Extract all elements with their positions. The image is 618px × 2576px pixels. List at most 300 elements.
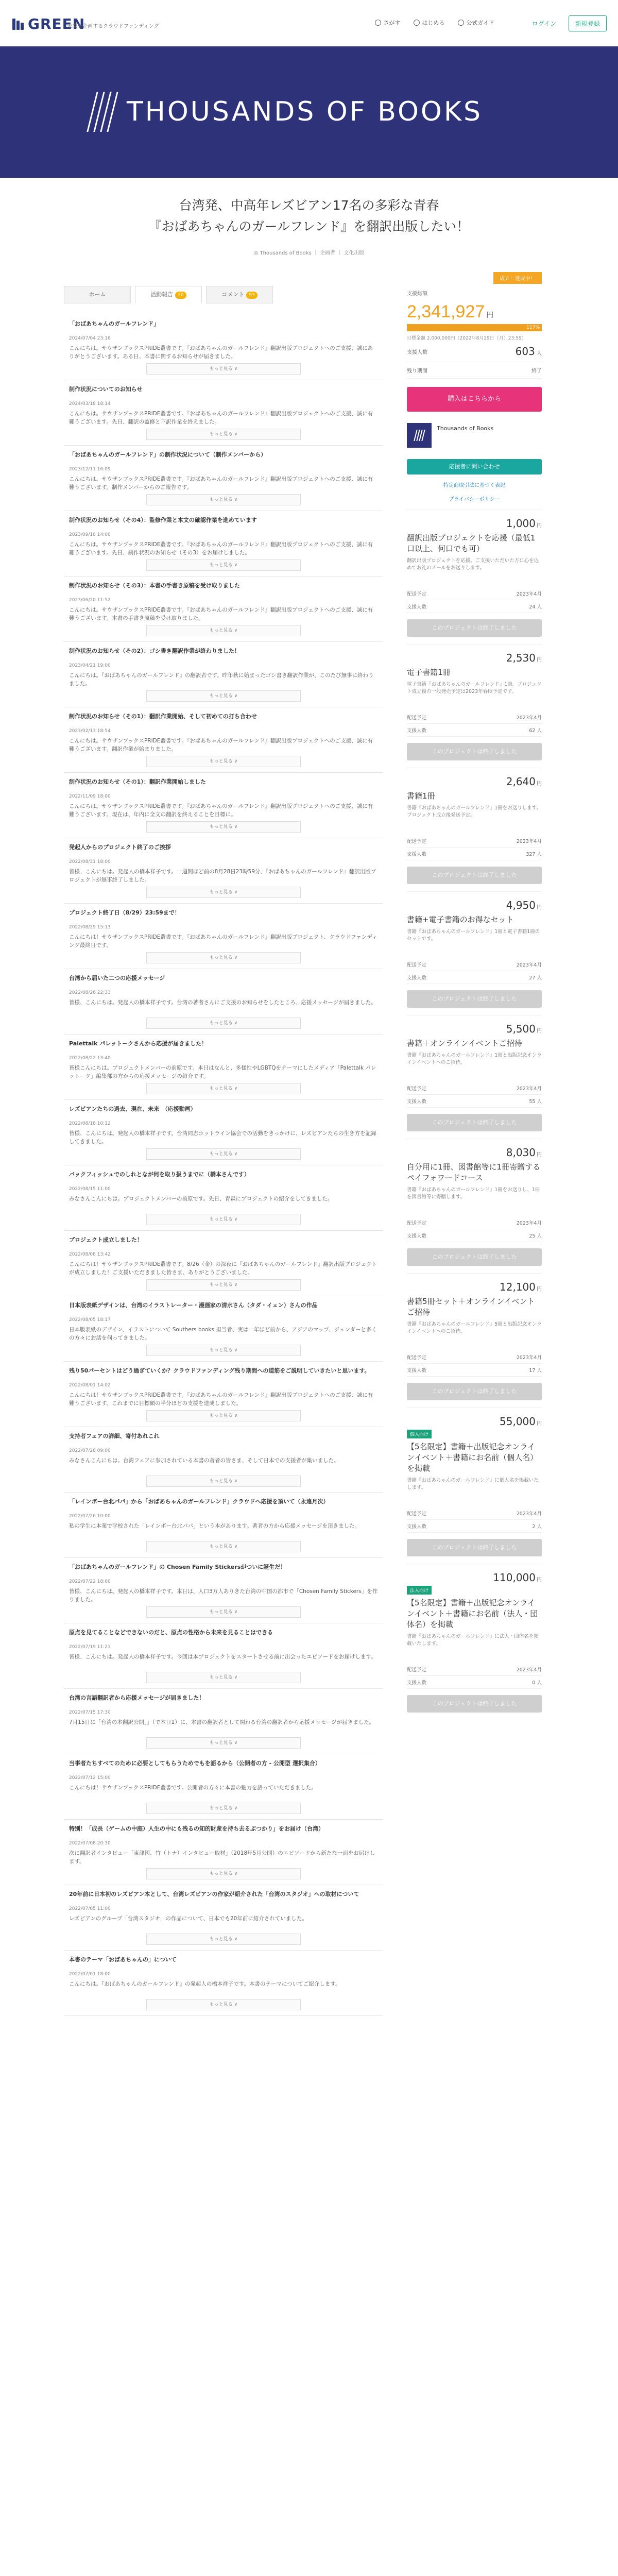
reward-ship-label: 配送予定 bbox=[407, 715, 427, 721]
reward-price-unit: 円 bbox=[537, 905, 542, 910]
report-body: こんにちは。サウザンブックスPRIDE叢書です。『おばあちゃんのガールフレンド』翻訳出版プロジェクトへのご支援、誠に有難うございます。先日、翻訳の監修と下訳作業を終えました。 bbox=[69, 410, 373, 426]
reward-closed-button[interactable]: このプロジェクトは終了しました bbox=[407, 1695, 542, 1713]
read-more-button[interactable]: もっと見る ∨ bbox=[146, 821, 301, 833]
report-title[interactable]: 20年前に日本初のレズビアン本として、台湾レズビアンの作家が紹介された「台湾のスタジオ」への取材について bbox=[69, 1891, 359, 1897]
report-title[interactable]: 制作状況のお知らせ（その4）：監修作業と本文の確認作業を進めています bbox=[69, 517, 257, 523]
login-link[interactable]: ログイン bbox=[531, 20, 556, 27]
reward-description: 書籍『おばあちゃんのガールフレンド』に個人名を掲載いたします。 bbox=[407, 1478, 539, 1491]
reward-tag: 個人向け bbox=[407, 1430, 432, 1438]
report-title[interactable]: 本書のテーマ「おばあちゃんの」について bbox=[69, 1956, 177, 1963]
goal-text: 目標金額 2,000,000円（2022年8月29日（月）23:59） bbox=[407, 336, 526, 341]
reward-description: 書籍『おばあちゃんのガールフレンド』1冊をお送りし、1冊を図書館等に寄贈します。 bbox=[407, 1187, 540, 1200]
reward-count-label: 支援人数 bbox=[407, 1680, 427, 1686]
report-title[interactable]: 台湾の言語翻訳者から応援メッセージが届きました！ bbox=[69, 1694, 205, 1701]
reward-closed-button[interactable]: このプロジェクトは終了しました bbox=[407, 743, 542, 760]
read-more-button[interactable]: もっと見る ∨ bbox=[146, 1279, 301, 1291]
reward-ship-label: 配送予定 bbox=[407, 1511, 427, 1517]
tab-comments[interactable] bbox=[206, 286, 273, 303]
reward-ship-label: 配送予定 bbox=[407, 1221, 427, 1226]
reward-count-row bbox=[407, 600, 542, 613]
read-more-button[interactable]: もっと見る ∨ bbox=[146, 1018, 301, 1029]
report-date: 2022/08/26 22:33 bbox=[69, 990, 111, 995]
report-title[interactable]: 「おばあちゃんのガールフレンド」の Chosen Family Stickersがついに誕生だ！ bbox=[69, 1564, 286, 1570]
reward-price bbox=[407, 1023, 542, 1035]
reward-count-row bbox=[407, 1229, 542, 1242]
report-item[interactable] bbox=[64, 446, 383, 511]
reward-card bbox=[407, 1564, 542, 1713]
read-more-button[interactable]: もっと見る ∨ bbox=[146, 756, 301, 767]
reward-ship-value: 2023年4月 bbox=[516, 1511, 542, 1517]
lightbulb-icon bbox=[414, 20, 420, 26]
read-more-button[interactable]: もっと見る ∨ bbox=[146, 625, 301, 636]
reward-ship-value: 2023年4月 bbox=[516, 962, 542, 968]
reward-count-row bbox=[407, 1520, 542, 1533]
logo-icon bbox=[11, 18, 25, 31]
report-title[interactable]: 支持者フェアの詳細、寄付あれこれ bbox=[69, 1433, 160, 1439]
logo-text: GREEN bbox=[28, 15, 85, 32]
report-item[interactable] bbox=[64, 969, 383, 1035]
reward-count-unit: 人 bbox=[537, 1099, 542, 1105]
reward-price-unit: 円 bbox=[537, 1028, 542, 1034]
reward-price-value: 2,530 bbox=[506, 652, 536, 664]
read-more-button[interactable]: もっと見る ∨ bbox=[146, 560, 301, 571]
reward-title: 書籍5冊セット＋オンラインイベントご招待 bbox=[407, 1297, 535, 1317]
read-more-button[interactable]: もっと見る ∨ bbox=[146, 690, 301, 702]
report-date: 2022/08/31 18:00 bbox=[69, 859, 111, 865]
reward-description: 書籍『おばあちゃんのガールフレンド』1冊と出版記念オンラインイベントへのご招待。 bbox=[407, 1053, 542, 1066]
remaining-value: 終了 bbox=[531, 368, 542, 374]
report-item[interactable] bbox=[64, 577, 383, 642]
report-title[interactable]: 「レインボー台北パパ」から「おばあちゃんのガールフレンド」クラウドへ応援を頂いて（永遠月次） bbox=[69, 1498, 329, 1505]
privacy-link[interactable]: プライバシーポリシー bbox=[449, 497, 500, 502]
read-more-button[interactable]: もっと見る ∨ bbox=[146, 1476, 301, 1487]
project-title bbox=[0, 195, 618, 238]
reward-price bbox=[407, 1281, 542, 1293]
reward-ship-label: 配送予定 bbox=[407, 1086, 427, 1092]
search-icon bbox=[375, 20, 381, 26]
read-more-button[interactable]: もっと見る ∨ bbox=[146, 1541, 301, 1552]
supporters-row bbox=[407, 341, 542, 362]
report-title[interactable]: 原点を見てることなどできないのだと、原点の性格から未来を見ることはできる bbox=[69, 1629, 273, 1636]
reward-count-label: 支援人数 bbox=[407, 1233, 427, 1239]
reward-ship-value: 2023年4月 bbox=[516, 591, 542, 597]
report-date: 2024/03/18 18:14 bbox=[69, 401, 111, 406]
reward-closed-button[interactable]: このプロジェクトは終了しました bbox=[407, 1248, 542, 1266]
report-title[interactable]: プロジェクト終了日（8/29）23:59まで！ bbox=[69, 909, 180, 916]
report-item[interactable] bbox=[64, 1427, 383, 1493]
report-item[interactable] bbox=[64, 315, 383, 380]
read-more-button[interactable]: もっと見る ∨ bbox=[146, 1148, 301, 1160]
supporters-label: 支援人数 bbox=[407, 349, 427, 355]
report-date: 2022/07/19 11:21 bbox=[69, 1644, 111, 1650]
reward-count-row bbox=[407, 1364, 542, 1377]
reward-card bbox=[407, 510, 542, 637]
reward-title: 自分用に1冊、図書館等に1冊寄贈するペイフォワードコース bbox=[407, 1162, 541, 1182]
reward-count-label: 支援人数 bbox=[407, 1524, 427, 1530]
reward-title: 【5名限定】書籍＋出版記念オンラインイベント＋書籍にお名前（個人名）を掲載 bbox=[407, 1442, 538, 1473]
report-body: 皆様、こんにちは。発起人の橋本祥子です。今回は本プロジェクトをスタートさせる前に出会ったエピソードをお届けします。 bbox=[69, 1653, 376, 1660]
report-body: 日本版表紙のデザイン、イラストについて Southers books 担当者、実は一年ほど前から、アジアのマップ、ジェンダーと多くの方々にお話を伺ってきました。 bbox=[69, 1326, 377, 1342]
reward-title: 電子書籍1冊 bbox=[407, 668, 451, 677]
read-more-button[interactable]: もっと見る ∨ bbox=[146, 494, 301, 505]
author-avatar bbox=[407, 423, 432, 448]
nav-search-label: さがす bbox=[383, 20, 401, 26]
report-body: こんにちは。サウザンブックスPRIDE叢書です。『おばあちゃんのガールフレンド』翻訳出版プロジェクトへのご支援、誠に有難うございます。現在は、年内に全文の翻訳を終えることを目標に。 bbox=[69, 803, 373, 818]
report-body: こんにちは。サウザンブックスPRIDE叢書です。『おばあちゃんのガールフレンド』翻訳出版プロジェクトへのご支援、誠に有難うございます。先日、制作状況のお知らせ（その3）をお届けしました。 bbox=[69, 541, 373, 556]
report-title[interactable]: レズビアンたちの過去、現在、未来 （応援動画） bbox=[69, 1106, 196, 1112]
reward-card bbox=[407, 1015, 542, 1131]
reward-count-unit: 人 bbox=[537, 1524, 542, 1530]
report-date: 2022/08/15 11:00 bbox=[69, 1186, 111, 1192]
report-date: 2023/12/11 16:09 bbox=[69, 466, 111, 472]
reward-price-unit: 円 bbox=[537, 1577, 542, 1583]
reward-ship-row bbox=[407, 711, 542, 724]
report-title[interactable]: 特別！「成長（ゲームの中庭）人生の中にも残るの知的財産を持ち去るぶつかり」をお届け（台湾） bbox=[69, 1825, 324, 1832]
report-title[interactable]: 制作状況のお知らせ（その1）：翻訳作業開始しました bbox=[69, 778, 206, 785]
report-date: 2022/08/05 18:17 bbox=[69, 1317, 111, 1323]
report-date: 2022/08/08 13:42 bbox=[69, 1251, 111, 1257]
report-body: 皆様こんにちは。プロジェクトメンバーの前原です。本日はなんと、多様性やLGBTQをテーマにしたメディア「Palettalk パレットーク」編集部の方からの応援メッセージの紹介です。 bbox=[69, 1064, 376, 1080]
reward-price bbox=[407, 1146, 542, 1159]
reward-price-value: 8,030 bbox=[506, 1146, 536, 1159]
reward-price-unit: 円 bbox=[537, 523, 542, 529]
total-amount-unit: 円 bbox=[486, 311, 494, 319]
reward-ship-row bbox=[407, 1351, 542, 1364]
report-body: みなさんこんにちは。プロジェクトメンバーの前原です。先日、青森にプロジェクトの紹介をしてきました。 bbox=[69, 1195, 333, 1202]
report-body: こんにちは。サウザンブックスPRIDE叢書です。『おばあちゃんのガールフレンド』翻訳出版プロジェクトへのご支援、誠に有難うございます。翻訳作業が始まりました。 bbox=[69, 737, 373, 753]
report-item[interactable] bbox=[64, 773, 383, 838]
reward-count-value: 2 bbox=[532, 1524, 536, 1530]
reward-count-value: 24 bbox=[529, 604, 536, 610]
register-button[interactable]: 新規登録 bbox=[569, 15, 607, 31]
reward-closed-button[interactable]: このプロジェクトは終了しました bbox=[407, 990, 542, 1008]
report-item[interactable] bbox=[64, 1885, 383, 1951]
report-item[interactable] bbox=[64, 380, 383, 446]
report-date: 2022/08/01 14:02 bbox=[69, 1382, 111, 1388]
main-nav bbox=[375, 19, 494, 27]
main-column bbox=[64, 286, 383, 2016]
report-title[interactable]: 制作状況のお知らせ（その2）：ゴシ書き翻訳作業が終わりました！ bbox=[69, 648, 240, 654]
reward-ship-value: 2023年4月 bbox=[516, 839, 542, 844]
report-date: 2023/04/21 19:00 bbox=[69, 663, 111, 668]
report-body: こんにちは。『おばあちゃんのガールフレンド』の発起人の橋本祥子です。本書のテーマについてご紹介します。 bbox=[69, 1980, 341, 1987]
report-date: 2024/07/04 23:16 bbox=[69, 335, 111, 341]
tab-reports[interactable] bbox=[135, 286, 202, 303]
reward-ship-row bbox=[407, 958, 542, 971]
reward-count-row bbox=[407, 971, 542, 984]
reward-count-label: 支援人数 bbox=[407, 604, 427, 610]
project-tabs bbox=[64, 286, 383, 303]
tab-reports-badge: 20 bbox=[175, 292, 186, 299]
reward-closed-button[interactable]: このプロジェクトは終了しました bbox=[407, 619, 542, 637]
reward-ship-value: 2023年4月 bbox=[516, 1667, 542, 1673]
author-name: Thousands of Books bbox=[437, 425, 494, 432]
read-more-button[interactable]: もっと見る ∨ bbox=[146, 1606, 301, 1618]
reward-ship-row bbox=[407, 1507, 542, 1520]
reward-price-unit: 円 bbox=[537, 1152, 542, 1158]
reward-description: 書籍『おばあちゃんのガールフレンド』1冊をお送りします。プロジェクト成立後発送予定。 bbox=[407, 805, 541, 819]
report-title[interactable]: 制作状況についてのお知らせ bbox=[69, 386, 143, 393]
project-owner[interactable]: ◎ Thousands of Books ｜ 企画者 ｜ 文化出版 bbox=[253, 250, 365, 256]
reward-price-value: 5,500 bbox=[506, 1023, 536, 1035]
reward-price-value: 1,000 bbox=[506, 517, 536, 530]
report-body: こんにちは。『おばあちゃんのガールフレンド』の翻訳者です。昨年秋に始まったゴシ書き翻訳作業が、このたび無事に終わりました。 bbox=[69, 672, 374, 687]
report-item[interactable] bbox=[64, 1493, 383, 1558]
read-more-button[interactable]: もっと見る ∨ bbox=[146, 1737, 301, 1749]
reward-count-unit: 人 bbox=[537, 1368, 542, 1374]
reward-title: 書籍1冊 bbox=[407, 791, 435, 801]
report-item[interactable] bbox=[64, 1754, 383, 1820]
reward-count-value: 17 bbox=[529, 1368, 536, 1374]
report-title[interactable]: 「おばあちゃんのガールフレンド」 bbox=[69, 320, 160, 327]
report-item[interactable] bbox=[64, 707, 383, 773]
report-body: こんにちは！サウザンブックスPRIDE叢書です。『おばあちゃんのガールフレンド』翻訳出版プロジェクトへのご支援、誠に有難うございます。これまでに目標額の半分ほどの支援を達成しました。 bbox=[69, 1392, 373, 1407]
reward-card bbox=[407, 1273, 542, 1400]
remaining-row bbox=[407, 362, 542, 379]
report-title[interactable]: Palettalk パレットークさんから応援が届きました！ bbox=[69, 1040, 208, 1047]
reward-price-unit: 円 bbox=[537, 1421, 542, 1427]
reward-count-value: 55 bbox=[529, 1099, 536, 1105]
reward-price-value: 4,950 bbox=[506, 899, 536, 911]
funding-progress-bar bbox=[407, 324, 542, 331]
reward-price-value: 55,000 bbox=[500, 1415, 536, 1428]
report-body: 私の学生に本業で学校された「レインボー台北パパ」という本があります。著者の方から応援メッセージを頂きました。 bbox=[69, 1522, 360, 1529]
tab-reports-label: 活動報告 bbox=[150, 291, 174, 298]
reward-count-unit: 人 bbox=[537, 1233, 542, 1239]
report-body: 皆様、こんにちは。発起人の橋本祥子です。一週間ほど前の8月28日23時59分、『おばあちゃんのガールフレンド』翻訳出版プロジェクトが無事終了しました。 bbox=[69, 868, 376, 884]
reward-count-unit: 人 bbox=[537, 1680, 542, 1686]
reward-count-value: 25 bbox=[529, 1233, 536, 1239]
reward-ship-value: 2023年4月 bbox=[516, 1355, 542, 1361]
reward-ship-label: 配送予定 bbox=[407, 591, 427, 597]
report-item[interactable] bbox=[64, 1362, 383, 1427]
reward-card bbox=[407, 891, 542, 1008]
report-date: 2022/07/08 20:30 bbox=[69, 1840, 111, 1846]
report-item[interactable] bbox=[64, 1623, 383, 1689]
reward-count-unit: 人 bbox=[537, 728, 542, 734]
report-item[interactable] bbox=[64, 642, 383, 707]
reward-count-unit: 人 bbox=[537, 975, 542, 981]
report-title[interactable]: バックフィッシュでのしれとなが何を取り扱うまでに（橋本さんです） bbox=[69, 1171, 250, 1178]
read-more-button[interactable]: もっと見る ∨ bbox=[146, 952, 301, 963]
reward-price-value: 12,100 bbox=[500, 1281, 536, 1293]
read-more-button[interactable]: もっと見る ∨ bbox=[146, 1410, 301, 1421]
tab-home-label: ホーム bbox=[89, 291, 106, 298]
read-more-button[interactable]: もっと見る ∨ bbox=[146, 887, 301, 898]
contact-button[interactable]: 応援者に問い合わせ bbox=[407, 459, 542, 474]
reward-ship-row bbox=[407, 835, 542, 848]
report-date: 2022/07/22 18:00 bbox=[69, 1579, 111, 1584]
sidebar bbox=[407, 272, 542, 1713]
reward-price bbox=[407, 899, 542, 911]
nav-guide[interactable] bbox=[458, 19, 494, 27]
report-item[interactable] bbox=[64, 1165, 383, 1231]
report-date: 2022/07/28 09:00 bbox=[69, 1448, 111, 1453]
reward-description: 書籍『おばあちゃんのガールフレンド』1冊と電子書籍1冊のセットです。 bbox=[407, 929, 540, 942]
nav-search[interactable] bbox=[375, 19, 400, 27]
report-date: 2022/08/22 13:40 bbox=[69, 1055, 111, 1061]
report-item[interactable] bbox=[64, 1951, 383, 2016]
report-date: 2022/07/01 18:00 bbox=[69, 1971, 111, 1977]
report-body: こんにちは！サウザンブックスPRIDE叢書です。8/26（金）の深夜に『おばあちゃんのガールフレンド』翻訳出版プロジェクトが成立しました！ご支援いただきました皆さま、ありがとうございました。 bbox=[69, 1261, 377, 1276]
report-title[interactable]: 当事者たちすべてのために必要としてもらうためでもを語るから（公開者の方 - 公開型 選択集合） bbox=[69, 1760, 321, 1767]
reward-ship-row bbox=[407, 1216, 542, 1229]
reward-count-unit: 人 bbox=[537, 604, 542, 610]
report-title[interactable]: プロジェクト成立しました！ bbox=[69, 1236, 143, 1243]
read-more-button[interactable]: もっと見る ∨ bbox=[146, 1672, 301, 1683]
reward-title: 書籍+電子書籍のお得なセット bbox=[407, 915, 514, 924]
report-item[interactable] bbox=[64, 1296, 383, 1362]
reward-title: 【5名限定】書籍＋出版記念オンラインイベント＋書籍にお名前（法人・団体名）を掲載 bbox=[407, 1598, 538, 1629]
reward-count-row bbox=[407, 1676, 542, 1689]
reward-price-unit: 円 bbox=[537, 781, 542, 787]
read-more-button[interactable]: もっと見る ∨ bbox=[146, 1214, 301, 1225]
reward-ship-value: 2023年4月 bbox=[516, 1086, 542, 1092]
report-title[interactable]: 日本版表紙デザインは、台湾のイラストレーター・漫画家の清水さん（タダ・イェン）さんの作品 bbox=[69, 1302, 318, 1309]
reward-count-value: 27 bbox=[529, 975, 536, 981]
read-more-button[interactable]: もっと見る ∨ bbox=[146, 1803, 301, 1814]
read-more-button[interactable]: もっと見る ∨ bbox=[146, 1868, 301, 1879]
reward-count-label: 支援人数 bbox=[407, 728, 427, 734]
report-item[interactable] bbox=[64, 1558, 383, 1623]
reward-count-row bbox=[407, 1095, 542, 1108]
report-date: 2022/07/05 11:00 bbox=[69, 1906, 111, 1911]
read-more-button[interactable]: もっと見る ∨ bbox=[146, 1934, 301, 1945]
reward-count-label: 支援人数 bbox=[407, 975, 427, 981]
report-date: 2023/06/20 11:52 bbox=[69, 597, 111, 603]
reward-description: 書籍『おばあちゃんのガールフレンド』に法人・団体名を掲載いたします。 bbox=[407, 1634, 539, 1647]
total-amount bbox=[407, 302, 542, 322]
reward-tag: 法人向け bbox=[407, 1586, 432, 1595]
report-body: 7月15日に「台湾の本翻訳公開」」（で本日1）に、本書の翻訳者として関わる台湾の翻訳者から応援メッセージが届きました。 bbox=[69, 1719, 375, 1725]
reward-count-label: 支援人数 bbox=[407, 1099, 427, 1105]
status-badge bbox=[407, 272, 542, 284]
report-body: みなさんこんにちは。台湾フェアに参加されている本書の著者の皆さま、そして日本での支援者が集いました。 bbox=[69, 1457, 339, 1464]
tab-comments-label: コメント bbox=[221, 291, 245, 298]
report-body: こんにちは。サウザンブックスPRIDE叢書です。『おばあちゃんのガールフレンド』翻訳出版プロジェクトへのご支援、誠にありがとうございます。ある日、本書に関するお知らせが届きました。 bbox=[69, 345, 373, 360]
reward-count-row bbox=[407, 848, 542, 860]
tab-comments-badge: 93 bbox=[246, 292, 257, 299]
report-body: こんにちは。サウザンブックスPRIDE叢書です。『おばあちゃんのガールフレンド』翻訳出版プロジェクトへのご支援、誠に有難うございます。制作メンバーからのご報告です。 bbox=[69, 476, 373, 491]
reward-price bbox=[407, 652, 542, 664]
reward-price bbox=[407, 1415, 542, 1428]
report-item[interactable] bbox=[64, 1100, 383, 1165]
reward-price-value: 2,640 bbox=[506, 775, 536, 788]
book-icon bbox=[458, 20, 464, 26]
report-item[interactable] bbox=[64, 1231, 383, 1296]
project-title-line1: 台湾発、中高年レズビアン17名の多彩な青春 bbox=[179, 198, 439, 213]
reward-title: 書籍＋オンラインイベントご招待 bbox=[407, 1039, 522, 1048]
report-date: 2022/08/18 10:12 bbox=[69, 1121, 111, 1126]
reward-ship-label: 配送予定 bbox=[407, 1355, 427, 1361]
reward-ship-value: 2023年4月 bbox=[516, 1221, 542, 1226]
report-date: 2022/07/26 10:00 bbox=[69, 1513, 111, 1519]
report-title[interactable]: 発起人からのプロジェクト終了のご挨拶 bbox=[69, 844, 171, 851]
report-item[interactable] bbox=[64, 511, 383, 577]
report-title[interactable]: 制作状況のお知らせ（その3）：本書の手書き原稿を受け取りました bbox=[69, 582, 240, 589]
reward-closed-button[interactable]: このプロジェクトは終了しました bbox=[407, 1114, 542, 1131]
report-body: こんにちは。サウザンブックスPRIDE叢書です。『おばあちゃんのガールフレンド』翻訳出版プロジェクトへのご支援、誠に有難うございます。本書の手書き原稿を受け取りました。 bbox=[69, 606, 373, 622]
tab-home[interactable] bbox=[64, 286, 131, 303]
report-item[interactable] bbox=[64, 1820, 383, 1885]
read-more-button[interactable]: もっと見る ∨ bbox=[146, 1083, 301, 1094]
report-date: 2022/07/15 17:30 bbox=[69, 1709, 111, 1715]
reward-title: 翻訳出版プロジェクトを応援（最低1口以上、何口でも可） bbox=[407, 533, 536, 553]
reward-price-unit: 円 bbox=[537, 1286, 542, 1292]
report-body: 次に翻訳者インタビュー「東津図、竹（トナ）インタビュー取材」（2018年5月公開）のエピソードから新たな一面をお届けします。 bbox=[69, 1850, 375, 1865]
brand-bars-icon bbox=[92, 92, 113, 132]
back-project-button[interactable]: 購入はこちらから bbox=[407, 387, 542, 412]
read-more-button[interactable]: もっと見る ∨ bbox=[146, 363, 301, 375]
reward-count-unit: 人 bbox=[537, 852, 542, 857]
report-body: 皆様、こんにちは。発起人の橋本祥子です。台湾同志ホットライン協会での活動をきっかけに、レズビアンたちの生き方を記録してきました。 bbox=[69, 1130, 376, 1145]
report-item[interactable] bbox=[64, 1689, 383, 1754]
site-tagline: 未来を企画するクラウドファンディング bbox=[67, 24, 159, 29]
report-item[interactable] bbox=[64, 1035, 383, 1100]
remaining-label: 残り期間 bbox=[407, 368, 427, 374]
read-more-button[interactable]: もっと見る ∨ bbox=[146, 429, 301, 440]
total-label: 支援総額 bbox=[407, 291, 427, 297]
status-badge-label: 成立！達成中！ bbox=[493, 272, 542, 284]
reward-count-value: 62 bbox=[529, 728, 536, 734]
reward-price bbox=[407, 517, 542, 530]
reward-price-value: 110,000 bbox=[493, 1571, 536, 1584]
reward-ship-row bbox=[407, 1082, 542, 1095]
reward-count-value: 0 bbox=[532, 1680, 536, 1686]
report-date: 2022/11/09 18:00 bbox=[69, 793, 111, 799]
read-more-button[interactable]: もっと見る ∨ bbox=[146, 1345, 301, 1356]
report-title[interactable]: 「おばあちゃんのガールフレンド」の制作状況について（制作メンバーから） bbox=[69, 451, 267, 458]
reward-price bbox=[407, 1571, 542, 1584]
report-item[interactable] bbox=[64, 904, 383, 969]
nav-guide-label: 公式ガイド bbox=[466, 20, 494, 26]
report-body: 皆様、こんにちは。発起人の橋本祥子です。台湾の著者さんにご支援のお知らせをしたところ、応援メッセージが届きました。 bbox=[69, 999, 376, 1006]
report-body: こんにちは！サウザンブックスPRIDE叢書です。『おばあちゃんのガールフレンド』翻訳出版プロジェクト、クラウドファンディング最終日です。 bbox=[69, 934, 377, 949]
nav-start[interactable] bbox=[414, 19, 444, 27]
reward-ship-row bbox=[407, 1663, 542, 1676]
site-header bbox=[0, 0, 618, 46]
reward-closed-button[interactable]: このプロジェクトは終了しました bbox=[407, 1539, 542, 1556]
report-title[interactable]: 制作状況のお知らせ（その1）：翻訳作業開始、そして初めての打ち合わせ bbox=[69, 713, 257, 720]
reward-ship-label: 配送予定 bbox=[407, 962, 427, 968]
nav-start-label: はじめる bbox=[422, 20, 445, 26]
reward-description: 書籍『おばあちゃんのガールフレンド』5冊と出版記念オンラインイベントへのご招待。 bbox=[407, 1321, 542, 1335]
author-card[interactable] bbox=[407, 423, 542, 448]
report-item[interactable] bbox=[64, 838, 383, 904]
reward-ship-value: 2023年4月 bbox=[516, 715, 542, 721]
reward-card bbox=[407, 768, 542, 884]
reward-description: 電子書籍『おばあちゃんのガールフレンド』1冊。プロジェクト成立後の一般発売予定は2023年春頃予定です。 bbox=[407, 682, 542, 695]
reward-card bbox=[407, 644, 542, 760]
reward-ship-label: 配送予定 bbox=[407, 1667, 427, 1673]
funding-percent: 117% bbox=[526, 325, 540, 330]
reward-closed-button[interactable]: このプロジェクトは終了しました bbox=[407, 1383, 542, 1400]
read-more-button[interactable]: もっと見る ∨ bbox=[146, 1999, 301, 2010]
report-body: こんにちは！サウザンブックスPRIDE叢書です。公開者の方々に本書の魅力を語っていただきました。 bbox=[69, 1784, 317, 1791]
report-title[interactable]: 台湾から届いた二つの応援メッセージ bbox=[69, 975, 165, 981]
reward-description: 翻訳出版プロジェクトを応援。ご支援いただいた方に心を込めてお礼のメールをお送りします。 bbox=[407, 558, 539, 571]
report-date: 2022/08/29 15:13 bbox=[69, 924, 111, 930]
report-title[interactable]: 残り50パーセントはどう過ぎていくか？クラウドファンディング残り期間への道筋をご説明していきたいと思います。 bbox=[69, 1367, 370, 1374]
reward-closed-button[interactable]: このプロジェクトは終了しました bbox=[407, 867, 542, 884]
legal-link[interactable]: 特定商取引法に基づく表記 bbox=[443, 483, 505, 488]
report-body: レズビアンのグループ「台湾スタジオ」の作品について、日本でも20年前に紹介されていました。 bbox=[69, 1915, 307, 1922]
reward-ship-label: 配送予定 bbox=[407, 839, 427, 844]
report-body: 皆様、こんにちは。発起人の橋本祥子です。本日は、人口3万人ありきた台湾の中国の都市で「Chosen Family Stickers」を作りました。 bbox=[69, 1588, 378, 1603]
report-date: 2023/09/18 14:00 bbox=[69, 532, 111, 537]
reward-card bbox=[407, 1139, 542, 1266]
hero-banner bbox=[0, 46, 618, 178]
